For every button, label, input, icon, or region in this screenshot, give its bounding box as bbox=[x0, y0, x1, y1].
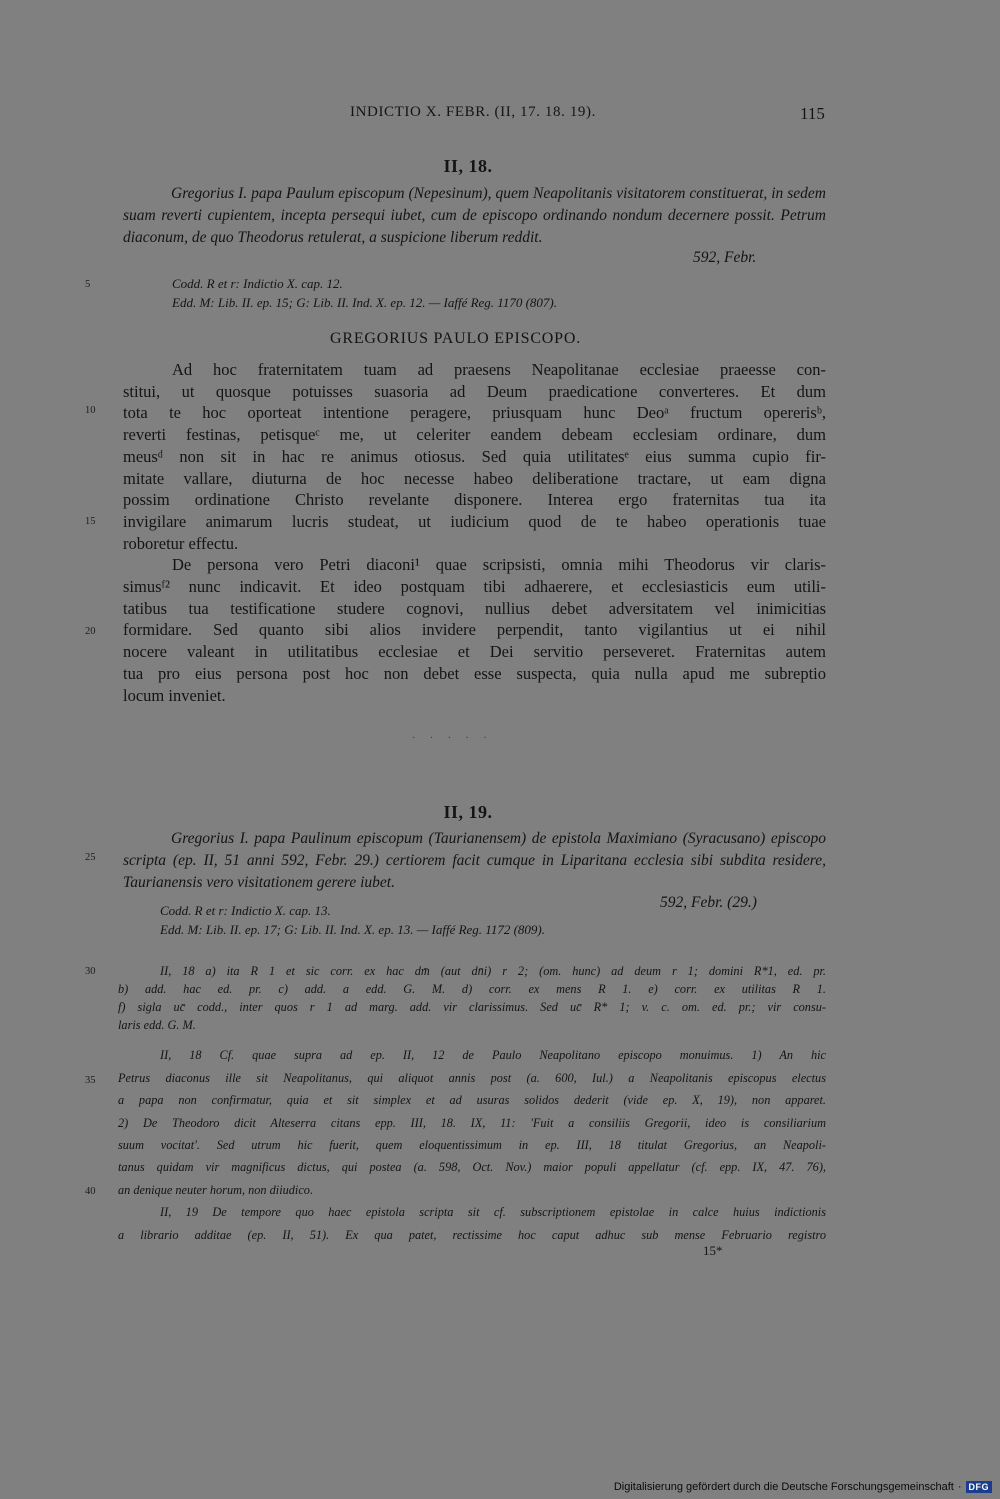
letter-19-number: II, 19. bbox=[443, 802, 493, 822]
commentary-line: II, 19 De tempore quo haec epistola scripta sit cf. subscriptionem epistolae in calce huius indictionis bbox=[160, 1205, 826, 1219]
line-number: 25 bbox=[85, 852, 96, 863]
line-number: 35 bbox=[85, 1075, 96, 1086]
apparatus-line: b) add. hac ed. pr. c) add. a edd. G. M. d) corr. ex mens R 1. e) corr. ex utilitas R 1. bbox=[118, 982, 826, 996]
body-line: stitui, ut quosque potuisses suasoria ad Deum praedicatione converteres. Et dum bbox=[123, 381, 826, 401]
body-line: simusᶠ² nunc indicavit. Et ideo postquam tibi adhaerere, et ecclesiasticis eum utili- bbox=[123, 577, 826, 596]
body-line: locum inveniet. bbox=[123, 685, 226, 705]
line-number: 10 bbox=[85, 405, 96, 416]
letter-18-salutation: GREGORIUS PAULO EPISCOPO. bbox=[330, 330, 582, 347]
body-line: tatibus tua testificatione studere cognovi, nullius debet adversitatem vel inimicitias bbox=[123, 598, 826, 618]
body-line: tua pro eius persona post hoc non debet esse suspecta, quia nulla apud me subreptio bbox=[123, 663, 826, 683]
letter-19-codd: Codd. R et r: Indictio X. cap. 13. bbox=[160, 903, 331, 918]
apparatus-line: f) sigla uc̄ codd., inter quos r 1 ad marg. add. vir clarissimus. Sed uc̄ R* 1; v. c. om. ed. pr.; vir consu- bbox=[118, 1000, 826, 1014]
letter-18-codd: Codd. R et r: Indictio X. cap. 12. bbox=[172, 276, 343, 291]
body-line: nocere valeant in utilitatibus ecclesiae et Dei servitio perseveret. Fraternitas autem bbox=[123, 642, 826, 662]
body-line: De persona vero Petri diaconi¹ quae scripsisti, omnia mihi Theodorus vir claris- bbox=[172, 555, 826, 575]
body-line: roboretur effectu. bbox=[123, 533, 239, 553]
body-line: meusᵈ non sit in hac re animus otiosus. Sed quia utilitatesᵉ eius summa cupio fir- bbox=[123, 446, 826, 466]
commentary-line: an denique neuter horum, non diiudico. bbox=[118, 1183, 314, 1197]
page-number: 115 bbox=[800, 104, 825, 123]
separator: · · · · · bbox=[412, 733, 493, 744]
letter-18-summary: Gregorius I. papa Paulum episcopum (Nepesinum), quem Neapolitanis visitatorem constituerat, in sedem suam reverti cupientem, incepta persequi iubet, cum de episcopo ordinando nondum decernere possit. Petrum diaconum, de quo Theodorus retulerat, a suspicione liberum reddit. bbox=[123, 185, 826, 246]
commentary-line: a librario additae (ep. II, 51). Ex qua patet, rectissime hoc caput adhuc sub mense Februario registro bbox=[118, 1228, 826, 1242]
body-line: formidare. Sed quanto sibi alios invidere perpendit, tanto vigilantius ut ei nihil bbox=[123, 620, 826, 640]
line-number: 20 bbox=[85, 626, 96, 637]
dfg-logo: DFG bbox=[966, 1481, 993, 1493]
commentary-line: a papa non confirmatur, quia et sit simplex et ad usuras solidos dederit (vide ep. X, 19), non apparet. bbox=[118, 1093, 826, 1107]
letter-18-number: II, 18. bbox=[443, 156, 493, 176]
body-line: mitate vallare, diuturna de hoc necesse habeo deliberatione tractare, ut eam digna bbox=[123, 468, 826, 488]
line-number: 15 bbox=[85, 516, 96, 527]
dfg-footer: Digitalisierung gefördert durch die Deutsche Forschungsgemeinschaft · DFG bbox=[614, 1481, 992, 1493]
line-number: 40 bbox=[85, 1186, 96, 1197]
running-head: INDICTIO X. FEBR. (II, 17. 18. 19). bbox=[350, 104, 596, 120]
apparatus-line: laris edd. G. M. bbox=[118, 1018, 196, 1032]
body-line: possim ordinatione Christo revelante disponere. Interea ergo fraternitas tua ita bbox=[123, 490, 826, 510]
letter-18-date: 592, Febr. bbox=[693, 249, 757, 266]
letter-19-date: 592, Febr. (29.) bbox=[660, 894, 757, 911]
dfg-credit: Digitalisierung gefördert durch die Deutsche Forschungsgemeinschaft bbox=[613, 1481, 954, 1493]
line-number: 5 bbox=[85, 279, 91, 290]
commentary-line: suum vocitat'. Sed utrum hic fuerit, quem eloquentissimum in ep. III, 18 titulat Gregorius, an Neapoli- bbox=[118, 1138, 826, 1152]
letter-19-summary: Gregorius I. papa Paulinum episcopum (Taurianensem) de epistola Maximiano (Syracusano) episcopo scripta (ep. II, 51 anni 592, Febr. 29.) certiorem facit cumque in Liparitana ecclesia sibi subdita residere, Taurianensis vero visitationem gerere iubet. bbox=[123, 830, 826, 891]
line-number: 30 bbox=[85, 966, 96, 977]
apparatus-line: II, 18 a) ita R 1 et sic corr. ex hac dm̄ (aut dn̄i) r 2; (om. hunc) ad deum r 1; domini R*1, ed. pr. bbox=[160, 964, 826, 978]
letter-19-edd: Edd. M: Lib. II. ep. 17; G: Lib. II. Ind. X. ep. 13. — Iaffé Reg. 1172 (809). bbox=[160, 922, 545, 937]
body-line: Ad hoc fraternitatem tuam ad praesens Neapolitanae ecclesiae praeesse con- bbox=[172, 360, 826, 379]
commentary-line: Petrus diaconus ille sit Neapolitanus, qui aliquot annis post (a. 600, Iul.) a Neapolitanis episcopus electus bbox=[118, 1071, 826, 1085]
body-line: tota te hoc oporteat intentione peragere, priusquam hunc Deoᵃ fructum opererisᵇ, bbox=[123, 403, 826, 423]
letter-18-edd: Edd. M: Lib. II. ep. 15; G: Lib. II. Ind. X. ep. 12. — Iaffé Reg. 1170 (807). bbox=[172, 295, 557, 310]
commentary-line: II, 18 Cf. quae supra ad ep. II, 12 de Paulo Neapolitano episcopo monuimus. 1) An hic bbox=[160, 1048, 826, 1062]
body-line: invigilare animarum lucris studeat, ut iudicium quod de te habeo operationis tuae bbox=[123, 511, 826, 531]
body-line: reverti festinas, petisqueᶜ me, ut celeriter eandem debeam ecclesiam ordinare, dum bbox=[123, 425, 826, 445]
commentary-line: tanus quidam vir magnificus dictus, qui postea (a. 598, Oct. Nov.) maior populi appellatur (cf. epp. IX, 47. 76), bbox=[118, 1160, 826, 1174]
commentary-line: 2) De Theodoro dicit Alteserra citans epp. III, 18. IX, 11: 'Fuit a consiliis Gregorii, ideo is consiliarium bbox=[118, 1116, 826, 1130]
signature-mark: 15* bbox=[703, 1243, 723, 1258]
